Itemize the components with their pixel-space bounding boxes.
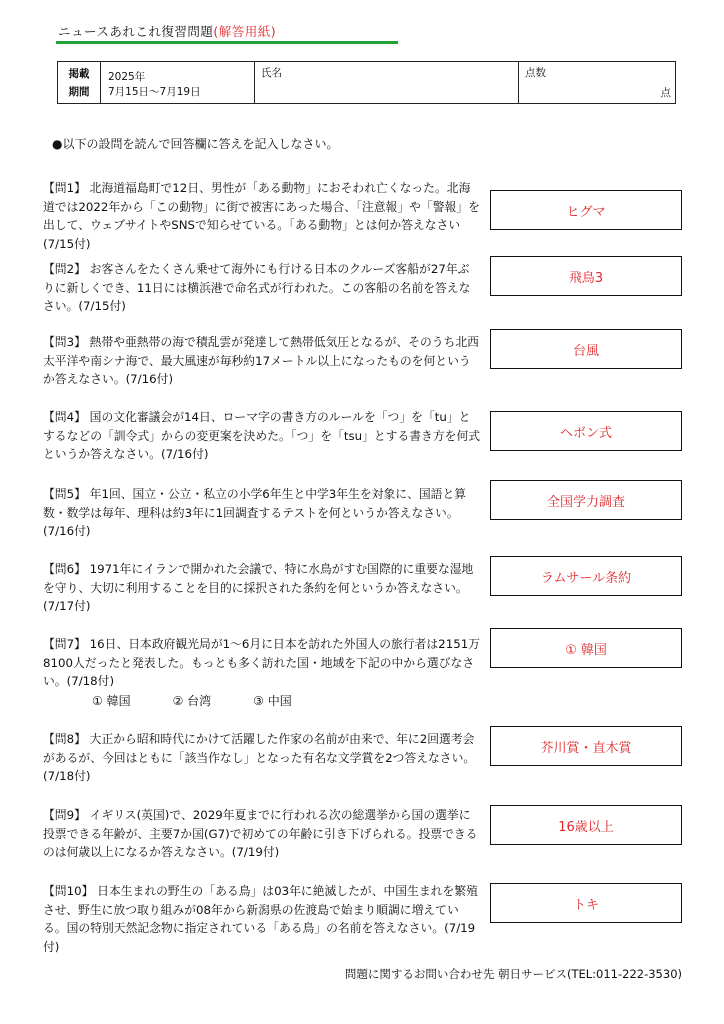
score-label: 点数 xyxy=(525,67,546,79)
answer-box-2[interactable]: 飛鳥3 xyxy=(490,256,682,296)
instructions: ●以下の設問を読んで回答欄に答えを記入しなさい。 xyxy=(52,137,339,151)
question-3: 【問3】 熱帯や亜熱帯の海で積乱雲が発達して熱帯低気圧となるが、そのうち北西太平洋や南シナ海で、最大風速が毎秒約17メートル以上になったものを何というか答えなさい。(7/16付) xyxy=(43,335,479,386)
period-range: 7月15日〜7月19日 xyxy=(108,86,201,98)
answer-box-7[interactable]: ① 韓国 xyxy=(490,628,682,668)
answer-box-8[interactable]: 芥川賞・直木賞 xyxy=(490,726,682,766)
title-underline xyxy=(56,41,398,44)
q7-options xyxy=(92,692,334,709)
answer-box-10[interactable]: トキ xyxy=(490,883,682,923)
name-label: 氏名 xyxy=(261,67,282,79)
answer-box-5[interactable]: 全国学力調査 xyxy=(490,480,682,520)
question-5: 【問5】 年1回、国立・公立・私立の小学6年生と中学3年生を対象に、国語と算数・数学は毎年、理科は約3年に1回調査するテストを何というか答えなさい。(7/16付) xyxy=(43,487,467,538)
question-8: 【問8】 大正から昭和時代にかけて活躍した作家の名前が由来で、年に2回選考会があるが、今回はともに「該当作なし」となった有名な文学賞を2つ答えなさい。(7/18付) xyxy=(43,732,476,783)
question-6: 【問6】 1971年にイランで開かれた会議で、特に水鳥がすむ国際的に重要な湿地を守り、大切に利用することを目的に採択された条約を何というか答えなさい。(7/17付) xyxy=(43,562,474,613)
worksheet-title xyxy=(58,22,276,40)
answer-box-6[interactable]: ラムサール条約 xyxy=(490,556,682,596)
q7-option-3: ③ 中国 xyxy=(253,694,292,708)
period-label xyxy=(58,62,101,103)
answer-box-4[interactable]: ヘボン式 xyxy=(490,411,682,451)
name-field[interactable] xyxy=(255,62,519,103)
q7-option-1: ① 韓国 xyxy=(92,694,131,708)
contact-footer: 問題に関するお問い合わせ先 朝日サービス(TEL:011-222-3530) xyxy=(344,967,682,981)
title-main: ニュースあれこれ復習問題 xyxy=(58,24,214,39)
title-answer-sheet: (解答用紙) xyxy=(213,24,277,39)
question-10: 【問10】 日本生まれの野生の「ある鳥」は03年に絶滅したが、中国生まれを繁殖させ、野生に放つ取り組みが08年から新潟県の佐渡島で始まり順調に増えている。国の特別天然記念物に指定されている「ある鳥」の名前を答えなさい。(7/19付) xyxy=(43,884,478,954)
score-field[interactable] xyxy=(519,62,675,103)
answer-box-9[interactable]: 16歳以上 xyxy=(490,805,682,845)
question-7: 【問7】 16日、日本政府観光局が1〜6月に日本を訪れた外国人の旅行者は2151万8100人だったと発表した。もっとも多く訪れた国・地域を下記の中から選びなさい。(7/18付) xyxy=(43,637,481,688)
info-table xyxy=(57,61,676,104)
q7-option-2: ② 台湾 xyxy=(172,694,212,708)
question-1: 【問1】 北海道福島町で12日、男性が「ある動物」におそわれ亡くなった。北海道では2022年から「この動物」に街で被害にあった場合、「注意報」や「警報」を出して、ウェブサイトやSNSで知らせている。「ある動物」とは何か答えなさい(7/15付) xyxy=(43,181,480,251)
period-dates xyxy=(101,62,255,103)
question-4: 【問4】 国の文化審議会が14日、ローマ字の書き方のルールを「つ」を「tu」とするなどの「訓令式」からの変更案を決めた。「つ」を「tsu」とする書き方を何式というか答えなさい。(7/16付) xyxy=(43,410,481,461)
answer-box-1[interactable]: ヒグマ xyxy=(490,190,682,230)
score-unit: 点 xyxy=(660,87,671,99)
period-label-bottom: 期間 xyxy=(68,86,90,98)
question-9: 【問9】 イギリス(英国)で、2029年夏までに行われる次の総選挙から国の選挙に投票できる年齢が、主要7か国(G7)で初めての年齢に引き下げられる。投票できるのは何歳以上になるか答えなさい。(7/19付) xyxy=(43,808,478,859)
answer-box-3[interactable]: 台風 xyxy=(490,329,682,369)
period-label-top: 掲載 xyxy=(68,68,90,80)
period-year: 2025年 xyxy=(108,71,146,83)
question-2: 【問2】 お客さんをたくさん乗せて海外にも行ける日本のクルーズ客船が27年ぶりに新しくでき、11日には横浜港で命名式が行われた。この客船の名前を答えなさい。(7/15付) xyxy=(43,262,471,313)
